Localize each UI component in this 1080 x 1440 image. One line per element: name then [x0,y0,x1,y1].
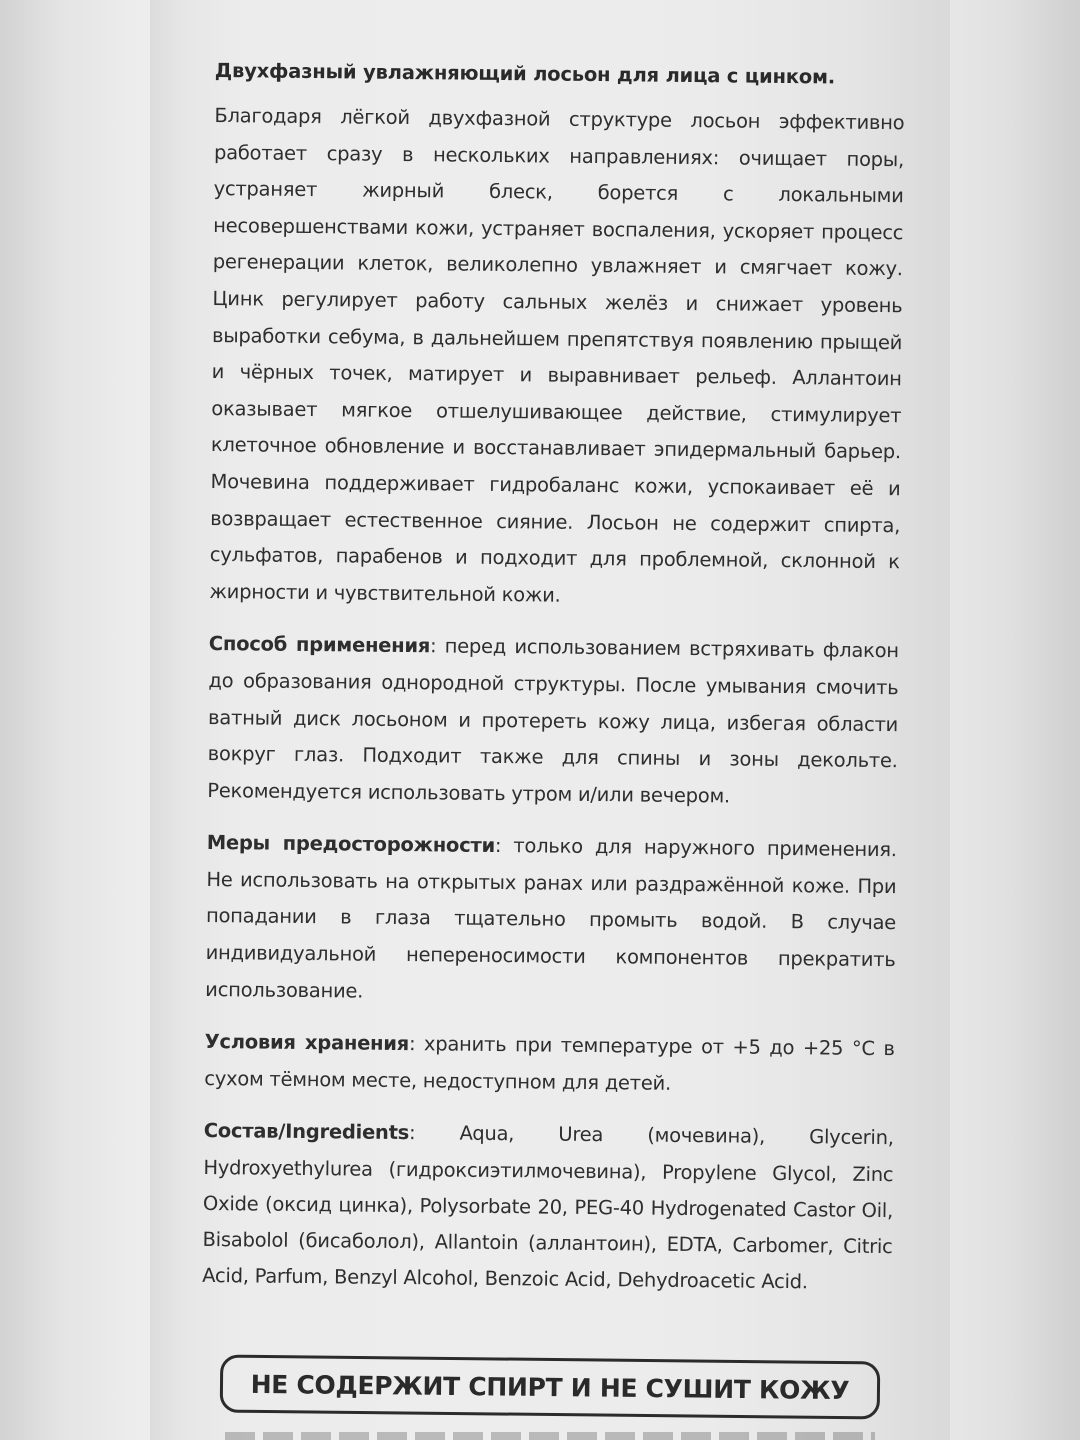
usage-section [207,626,899,816]
storage-text: : хранить при температуре от +5 до +25 °С в сухом тёмном месте, недоступном для детей. [204,1032,895,1095]
ingredients-text: : Aqua, Urea (мочевина), Glycerin, Hydroxyethylurea (гидроксиэтилмочевина), Propylene Glycol, Zinc Oxide (оксид цинка), Polysorbate 20, PEG-40 Hydrogenated Castor Oil, Bisabolol (бисаболол), Allantoin (аллантоин), EDTA, Carbomer, Citric Acid, Parfum, Benzyl Alcohol, Benzoic Acid, Dehydroacetic Acid. [202,1121,894,1294]
caution-section [205,825,897,1015]
cut-off-text-line [225,1432,875,1440]
ingredients-section [202,1113,894,1301]
usage-text: : перед использованием встряхивать флакон до образования однородной структуры. После умывания смочить ватный диск лосьоном и протереть кожу лица, избегая области вокруг глаз. Подходит также для спины и зоны декольте. Рекомендуется использовать утром и/или вечером. [207,634,899,808]
usage-heading: Способ применения [208,632,431,658]
product-description: Благодаря лёгкой двухфазной структуре лосьон эффективно работает сразу в нескольких направлениях: очищает поры, устраняет жирный блеск, борется с локальными несовершенствами кожи, устраняет воспаления, ускоряет процесс регенерации клеток, великолепно увлажняет и смягчает кожу. Цинк регулирует работу сальных желёз и снижает уровень выработки себума, в дальнейшем препятствуя появлению прыщей и чёрных точек, матирует и выравнивает рельеф. Аллантоин оказывает мягкое отшелушивающее действие, стимулирует клеточное обновление и восстанавливает эпидермальный барьер. Мочевина поддерживает гидробаланс кожи, успокаивает её и возвращает естественное сияние. Лосьон не содержит спирта, сульфатов, парабенов и подходит для проблемной, склонной к жирности и чувствительной кожи. [209,103,905,607]
caution-text: : только для наружного применения. Не использовать на открытых ранах или раздражённой коже. При попадании в глаза тщательно промыть водой. В случае индивидуальной непереносимости компонентов прекратить использование. [205,834,897,1003]
claim-badge: НЕ СОДЕРЖИТ СПИРТ И НЕ СУШИТ КОЖУ [220,1355,881,1420]
caution-heading: Меры предосторожности [206,831,496,858]
ingredients-heading: Состав/Ingredients [203,1119,410,1145]
product-label [202,58,905,1318]
storage-heading: Условия хранения [204,1030,410,1056]
product-title: Двухфазный увлажняющий лосьон для лица с цинком. [214,58,836,89]
storage-section [204,1024,895,1104]
